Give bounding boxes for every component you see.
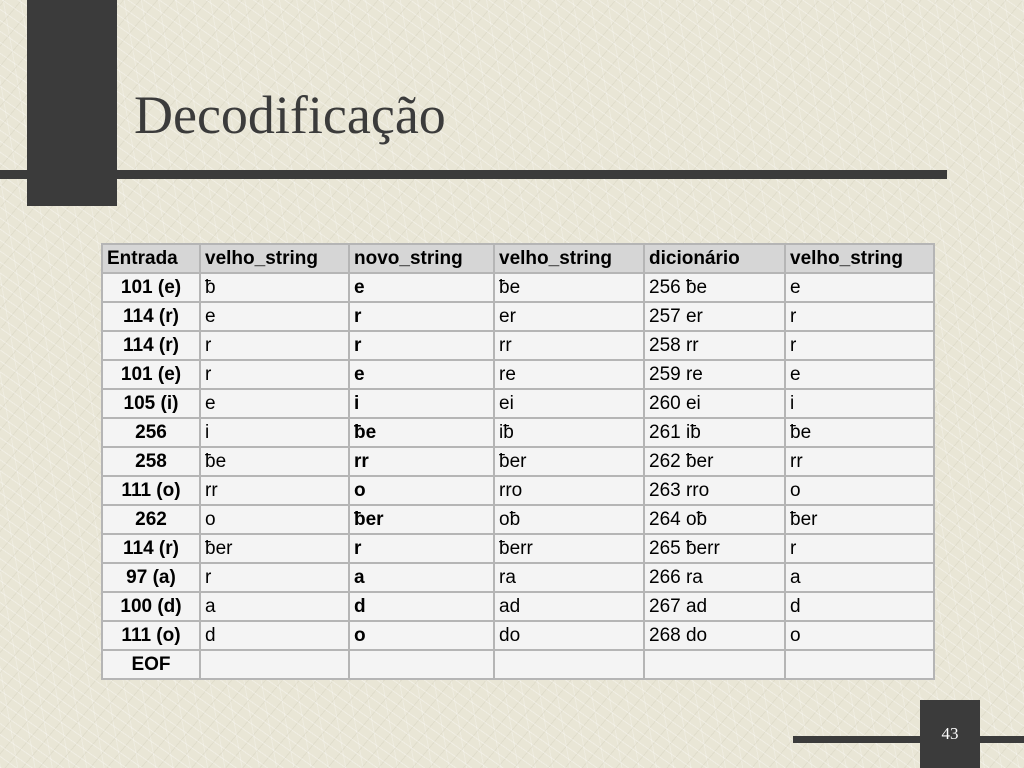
cell-novo-string: rr — [350, 448, 493, 475]
cell-velho-string-3: e — [786, 361, 933, 388]
cell-entrada: 97 (a) — [103, 564, 199, 591]
cell-velho-string-2: iƀ — [495, 419, 643, 446]
table-row — [103, 506, 933, 533]
cell-entrada: 111 (o) — [103, 477, 199, 504]
cell-velho-string-3: o — [786, 477, 933, 504]
cell-entrada: 101 (e) — [103, 361, 199, 388]
cell-dicionario: 262 ƀer — [645, 448, 784, 475]
cell-velho-string-1: a — [201, 593, 348, 620]
cell-entrada: EOF — [103, 651, 199, 678]
cell-velho-string-1: ƀer — [201, 535, 348, 562]
cell-dicionario: 260 ei — [645, 390, 784, 417]
table-row — [103, 303, 933, 330]
table-row — [103, 419, 933, 446]
cell-velho-string-1: e — [201, 390, 348, 417]
cell-novo-string: r — [350, 535, 493, 562]
cell-dicionario: 264 oƀ — [645, 506, 784, 533]
cell-velho-string-2: ei — [495, 390, 643, 417]
cell-velho-string-2: rro — [495, 477, 643, 504]
cell-novo-string: i — [350, 390, 493, 417]
cell-dicionario: 256 ƀe — [645, 274, 784, 301]
decoding-table-container — [101, 243, 935, 680]
cell-velho-string-1: ƀ — [201, 274, 348, 301]
cell-velho-string-2: ad — [495, 593, 643, 620]
cell-velho-string-2: ƀer — [495, 448, 643, 475]
cell-velho-string-1: r — [201, 564, 348, 591]
cell-novo-string: ƀe — [350, 419, 493, 446]
cell-dicionario: 263 rro — [645, 477, 784, 504]
cell-velho-string-1: ƀe — [201, 448, 348, 475]
header-dicionario: dicionário — [645, 245, 784, 272]
cell-velho-string-1: rr — [201, 477, 348, 504]
cell-velho-string-1: i — [201, 419, 348, 446]
cell-velho-string-3 — [786, 651, 933, 678]
cell-novo-string: r — [350, 332, 493, 359]
cell-velho-string-3: o — [786, 622, 933, 649]
cell-dicionario: 258 rr — [645, 332, 784, 359]
footer-bar — [793, 736, 1024, 743]
table-body — [103, 274, 933, 678]
table-row — [103, 274, 933, 301]
header-entrada: Entrada — [103, 245, 199, 272]
cell-velho-string-3: d — [786, 593, 933, 620]
title-underline-bar — [0, 170, 947, 179]
cell-velho-string-2: oƀ — [495, 506, 643, 533]
table-row — [103, 564, 933, 591]
cell-velho-string-2: ra — [495, 564, 643, 591]
cell-velho-string-3: r — [786, 535, 933, 562]
cell-velho-string-2: do — [495, 622, 643, 649]
cell-dicionario: 265 ƀerr — [645, 535, 784, 562]
cell-novo-string — [350, 651, 493, 678]
cell-entrada: 256 — [103, 419, 199, 446]
cell-entrada: 111 (o) — [103, 622, 199, 649]
cell-novo-string: o — [350, 477, 493, 504]
cell-velho-string-3: i — [786, 390, 933, 417]
cell-velho-string-3: ƀe — [786, 419, 933, 446]
cell-entrada: 100 (d) — [103, 593, 199, 620]
cell-novo-string: e — [350, 274, 493, 301]
cell-dicionario: 261 iƀ — [645, 419, 784, 446]
decoding-table — [101, 243, 935, 680]
table-header-row — [103, 245, 933, 272]
cell-velho-string-1: e — [201, 303, 348, 330]
table-row — [103, 622, 933, 649]
cell-dicionario: 268 do — [645, 622, 784, 649]
cell-velho-string-3: r — [786, 303, 933, 330]
cell-velho-string-1: d — [201, 622, 348, 649]
header-velho-string-3: velho_string — [786, 245, 933, 272]
cell-velho-string-3: e — [786, 274, 933, 301]
cell-velho-string-2 — [495, 651, 643, 678]
cell-velho-string-1: o — [201, 506, 348, 533]
cell-entrada: 101 (e) — [103, 274, 199, 301]
table-row — [103, 448, 933, 475]
table-row — [103, 477, 933, 504]
header-velho-string-2: velho_string — [495, 245, 643, 272]
cell-velho-string-3: rr — [786, 448, 933, 475]
cell-novo-string: o — [350, 622, 493, 649]
cell-entrada: 114 (r) — [103, 332, 199, 359]
cell-dicionario: 259 re — [645, 361, 784, 388]
cell-entrada: 114 (r) — [103, 535, 199, 562]
cell-novo-string: d — [350, 593, 493, 620]
cell-entrada: 262 — [103, 506, 199, 533]
table-row — [103, 361, 933, 388]
cell-velho-string-2: re — [495, 361, 643, 388]
cell-dicionario: 257 er — [645, 303, 784, 330]
cell-velho-string-3: a — [786, 564, 933, 591]
header-novo-string: novo_string — [350, 245, 493, 272]
cell-novo-string: r — [350, 303, 493, 330]
cell-velho-string-3: ƀer — [786, 506, 933, 533]
cell-dicionario: 266 ra — [645, 564, 784, 591]
table-row — [103, 332, 933, 359]
cell-dicionario — [645, 651, 784, 678]
table-row — [103, 593, 933, 620]
table-row — [103, 535, 933, 562]
cell-entrada: 105 (i) — [103, 390, 199, 417]
cell-velho-string-1: r — [201, 361, 348, 388]
table-row — [103, 390, 933, 417]
cell-entrada: 114 (r) — [103, 303, 199, 330]
header-velho-string-1: velho_string — [201, 245, 348, 272]
cell-velho-string-2: ƀe — [495, 274, 643, 301]
cell-novo-string: a — [350, 564, 493, 591]
table-row — [103, 651, 933, 678]
slide-number-box — [920, 700, 980, 768]
cell-velho-string-1: r — [201, 332, 348, 359]
cell-dicionario: 267 ad — [645, 593, 784, 620]
cell-novo-string: ƀer — [350, 506, 493, 533]
cell-entrada: 258 — [103, 448, 199, 475]
cell-velho-string-3: r — [786, 332, 933, 359]
cell-velho-string-2: ƀerr — [495, 535, 643, 562]
cell-velho-string-1 — [201, 651, 348, 678]
cell-novo-string: e — [350, 361, 493, 388]
cell-velho-string-2: rr — [495, 332, 643, 359]
cell-velho-string-2: er — [495, 303, 643, 330]
slide-title: Decodificação — [134, 85, 446, 145]
slide-number: 43 — [941, 724, 959, 743]
